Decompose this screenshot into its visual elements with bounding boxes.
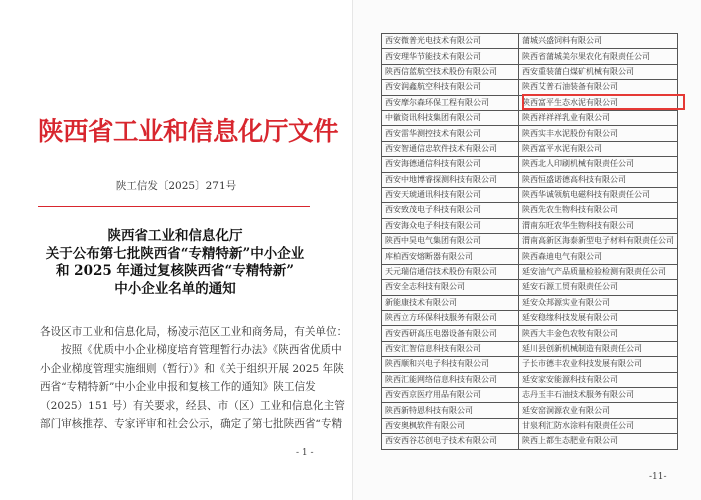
- company-name-cell: 延安众邦源实业有限公司: [519, 295, 678, 310]
- company-name-cell: 子长市德丰农业科技发展有限公司: [519, 357, 678, 372]
- table-row: [382, 434, 678, 449]
- company-name-cell: 陕西艾普石油装备有限公司: [519, 80, 678, 95]
- company-name-cell: 陕西汇能网络信息科技有限公司: [382, 372, 519, 387]
- company-name-cell: 西安雷华测控技术有限公司: [382, 126, 519, 141]
- company-name-cell: 陕西北人印刷机械有限责任公司: [519, 157, 678, 172]
- table-row: [382, 234, 678, 249]
- company-name-cell: 延安家安能源科技有限公司: [519, 372, 678, 387]
- company-name-cell: 延安窑洞源农业有限公司: [519, 403, 678, 418]
- table-row: [382, 203, 678, 218]
- highlight-box: [522, 94, 685, 110]
- company-name-cell: 陕西实丰水泥股份有限公司: [519, 126, 678, 141]
- company-name-cell: 西安重装蒲白煤矿机械有限公司: [519, 64, 678, 79]
- document-number: 陕工信发〔2025〕271号: [115, 180, 237, 192]
- body-line: 部门审核推荐、专家评审和社会公示，确定了第七批陕西省“专精: [40, 418, 343, 431]
- company-name-cell: 西安摩尔森环保工程有限公司: [382, 95, 519, 110]
- heading-line: 陕西省工业和信息化厅: [107, 228, 243, 244]
- company-name-cell: 西安理华节能技术有限公司: [382, 49, 519, 64]
- company-name-cell: 西安西研高压电器设备有限公司: [382, 326, 519, 341]
- table-row: [382, 126, 678, 141]
- notice-body: [40, 323, 348, 433]
- table-row: [382, 418, 678, 433]
- table-row: [382, 64, 678, 79]
- company-name-cell: 甘泉利汇防水涂料有限责任公司: [519, 418, 678, 433]
- table-row: [382, 157, 678, 172]
- document-header-title: 陕西省工业和信息化厅文件: [38, 117, 339, 147]
- heading-line: 关于公布第七批陕西省“专精特新”中小企业: [45, 245, 305, 262]
- table-row: [382, 264, 678, 279]
- company-name-cell: 陕西中昊电气集团有限公司: [382, 234, 519, 249]
- table-row: [382, 34, 678, 49]
- page-number: -11-: [649, 472, 667, 482]
- table-row: [382, 387, 678, 402]
- heading-line: 中小企业名单的通知: [114, 280, 236, 297]
- salutation: 各设区市工业和信息化局，杨凌示范区工业和商务局，有关单位：: [40, 326, 348, 338]
- company-name-cell: 陕西森迪电气有限公司: [519, 249, 678, 264]
- table-row: [382, 49, 678, 64]
- company-name-cell: 陕西省蒲城美尔果农化有限责任公司: [519, 49, 678, 64]
- body-line: 小企业梯度管理实施细则（暂行）》和《关于组织开展 2025 年陕: [40, 362, 344, 375]
- heading-line: 和 2025 年通过复核陕西省“专精特新”: [55, 263, 294, 279]
- table-row: [382, 295, 678, 310]
- company-name-cell: 库柏西安熔断器有限公司: [382, 249, 519, 264]
- company-name-cell: 西安智通信忠软件技术有限公司: [382, 141, 519, 156]
- body-line: 按照《优质中小企业梯度培育管理暂行办法》《陕西省优质中: [61, 344, 342, 357]
- company-name-cell: 天元瑞信通信技术股份有限公司: [382, 264, 519, 279]
- company-name-cell: 陕西先农生物科技有限公司: [519, 203, 678, 218]
- company-name-cell: 陕西新特恩科技有限公司: [382, 403, 519, 418]
- table-row: [382, 249, 678, 264]
- company-name-cell: 西安西京医疗用品有限公司: [382, 387, 519, 402]
- company-name-cell: 西安润鑫航空科技有限公司: [382, 80, 519, 95]
- company-name-cell: 西安海众电子科技有限公司: [382, 218, 519, 233]
- company-name-cell: 志丹玉丰石油技术服务有限公司: [519, 387, 678, 402]
- company-name-cell: 西安微普光电技术有限公司: [382, 34, 519, 49]
- table-row: [382, 110, 678, 125]
- company-name-cell: 渭南东旺农华生物科技有限公司: [519, 218, 678, 233]
- company-name-cell: 延安稳缘科技发展有限公司: [519, 311, 678, 326]
- company-name-cell: 西安全志科技有限公司: [382, 280, 519, 295]
- company-name-cell: 陕西上都生态肥业有限公司: [519, 434, 678, 449]
- company-name-cell: 延安石源工贸有限责任公司: [519, 280, 678, 295]
- body-line: 西省“专精特新”中小企业申报和复核工作的通知》陕工信发: [40, 381, 316, 394]
- table-row: [382, 341, 678, 356]
- company-name-cell: 西安中地博睿探测科技有限公司: [382, 172, 519, 187]
- notice-heading: [30, 228, 320, 298]
- table-row: [382, 141, 678, 156]
- table-row: [382, 172, 678, 187]
- company-name-cell: 陕西大丰金色农牧有限公司: [519, 326, 678, 341]
- table-row: [382, 218, 678, 233]
- company-name-cell: 西安致茂电子科技有限公司: [382, 203, 519, 218]
- table-row: [382, 280, 678, 295]
- company-name-cell: 陕西富平水泥有限公司: [519, 141, 678, 156]
- company-name-cell: 渭南高新区海泰新型电子材料有限责任公司: [519, 234, 678, 249]
- company-name-cell: 西安西谷芯创电子技术有限公司: [382, 434, 519, 449]
- company-name-cell: 新能康技术有限公司: [382, 295, 519, 310]
- company-name-cell: 蒲城兴盛饲料有限公司: [519, 34, 678, 49]
- page-right: [352, 0, 701, 500]
- company-name-cell: 陕西顺和兴电子科技有限公司: [382, 357, 519, 372]
- table-row: [382, 403, 678, 418]
- table-row: [382, 357, 678, 372]
- red-divider: [38, 206, 310, 207]
- company-name-cell: 陕西恒盛诺德高科技有限公司: [519, 172, 678, 187]
- table-row: [382, 326, 678, 341]
- page-number: - 1 -: [296, 448, 314, 458]
- company-name-cell: 延川县创新机械制造有限责任公司: [519, 341, 678, 356]
- company-name-cell: 延安油气产品质量检验检测有限责任公司: [519, 264, 678, 279]
- body-line: （2025）151 号）有关要求，经县、市（区）工业和信息化主管: [40, 399, 345, 412]
- company-name-cell: 陕西立方环保科技服务有限公司: [382, 311, 519, 326]
- table-row: [382, 311, 678, 326]
- company-name-cell: 陕西祥祥祥乳业有限公司: [519, 110, 678, 125]
- company-name-cell: 西安奥枫软件有限公司: [382, 418, 519, 433]
- table-row: [382, 80, 678, 95]
- table-row: [382, 372, 678, 387]
- company-name-cell: 陕西华诚领航电磁科技有限责任公司: [519, 187, 678, 202]
- table-row: [382, 187, 678, 202]
- company-name-cell: 陕西信蓝航空技术股份有限公司: [382, 64, 519, 79]
- company-name-cell: 中徽资讯科技集团有限公司: [382, 110, 519, 125]
- company-name-cell: 陕西富平生态水泥有限公司: [519, 95, 678, 110]
- company-name-cell: 西安汇智信息科技有限公司: [382, 341, 519, 356]
- company-name-cell: 西安海德通信科技有限公司: [382, 157, 519, 172]
- company-name-cell: 西安天琥通讯科技有限公司: [382, 187, 519, 202]
